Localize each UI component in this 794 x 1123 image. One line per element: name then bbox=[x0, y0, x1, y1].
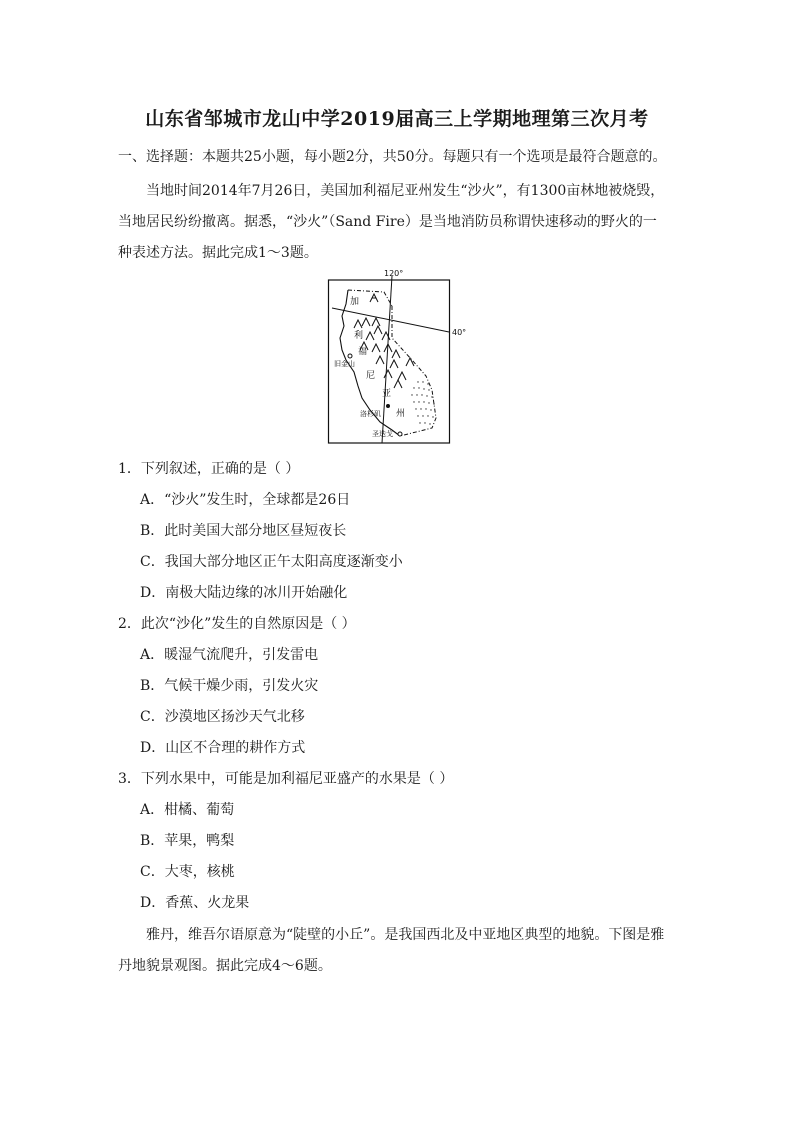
question-2-option-c: C．沙漠地区扬沙天气北移 bbox=[140, 709, 305, 725]
state-char-5: 亚 bbox=[382, 389, 392, 399]
latitude-label: 40° bbox=[452, 328, 467, 337]
page-title: 山东省邹城市龙山中学2019届高三上学期地理第三次月考 bbox=[145, 108, 649, 130]
question-3-option-a: A．柑橘、葡萄 bbox=[140, 802, 235, 818]
longitude-line bbox=[382, 276, 392, 443]
longitude-label: 120° bbox=[384, 269, 404, 278]
question-2-option-a: A．暖湿气流爬升，引发雷电 bbox=[140, 647, 319, 663]
los-angeles-marker bbox=[386, 404, 390, 408]
state-char-4: 尼 bbox=[366, 371, 376, 381]
state-char-1: 加 bbox=[350, 297, 360, 307]
passage2-line-1: 雅丹，维吾尔语原意为“陡壁的小丘”。是我国西北及中亚地区典型的地貌。下图是雅 bbox=[146, 927, 665, 943]
city-san-francisco: 旧金山 bbox=[334, 360, 355, 368]
state-char-6: 州 bbox=[396, 409, 406, 419]
passage1-line-1: 当地时间2014年7月26日，美国加利福尼亚州发生“沙火”，有1300亩林地被烧毁， bbox=[146, 183, 665, 199]
california-map-svg bbox=[328, 268, 467, 444]
question-3-option-d: D．香蕉、火龙果 bbox=[140, 895, 250, 911]
question-2-option-b: B．气候干燥少雨，引发火灾 bbox=[140, 678, 319, 694]
question-3-option-c: C．大枣，核桃 bbox=[140, 864, 235, 880]
section-heading: 一、选择题：本题共25小题，每小题2分，共50分。每题只有一个选项是最符合题意的。 bbox=[118, 149, 667, 165]
state-char-2: 利 bbox=[354, 331, 364, 341]
city-los-angeles: 洛杉矶 bbox=[360, 410, 381, 418]
question-1-option-d: D．南极大陆边缘的冰川开始融化 bbox=[140, 585, 348, 601]
question-2-option-d: D．山区不合理的耕作方式 bbox=[140, 740, 306, 756]
passage2-line-2: 丹地貌景观图。据此完成4～6题。 bbox=[118, 958, 332, 974]
mountain-symbols bbox=[354, 294, 414, 388]
question-1-option-a: A．“沙火”发生时，全球都是26日 bbox=[140, 492, 351, 508]
passage1-line-3: 种表述方法。据此完成1～3题。 bbox=[118, 245, 318, 261]
question-3-option-b: B．苹果，鸭梨 bbox=[140, 833, 235, 849]
san-francisco-marker bbox=[348, 354, 352, 358]
question-1-stem: 1．下列叙述，正确的是（ ） bbox=[118, 461, 300, 477]
question-3-stem: 3．下列水果中，可能是加利福尼亚盛产的水果是（ ） bbox=[118, 771, 454, 787]
question-2-stem: 2．此次“沙化”发生的自然原因是（ ） bbox=[118, 616, 356, 632]
desert-stipple bbox=[411, 381, 434, 424]
city-san-diego: 圣迭戈 bbox=[372, 430, 393, 438]
state-char-3: 福 bbox=[358, 347, 368, 357]
question-1-option-c: C．我国大部分地区正午太阳高度逐渐变小 bbox=[140, 554, 403, 570]
latitude-line bbox=[332, 308, 449, 332]
passage1-line-2: 当地居民纷纷撤离。据悉，“沙火”（Sand Fire）是当地消防员称谓快速移动的野火的一 bbox=[118, 214, 657, 230]
san-diego-marker bbox=[398, 432, 402, 436]
california-map-figure bbox=[328, 268, 467, 444]
question-1-option-b: B．此时美国大部分地区昼短夜长 bbox=[140, 523, 347, 539]
